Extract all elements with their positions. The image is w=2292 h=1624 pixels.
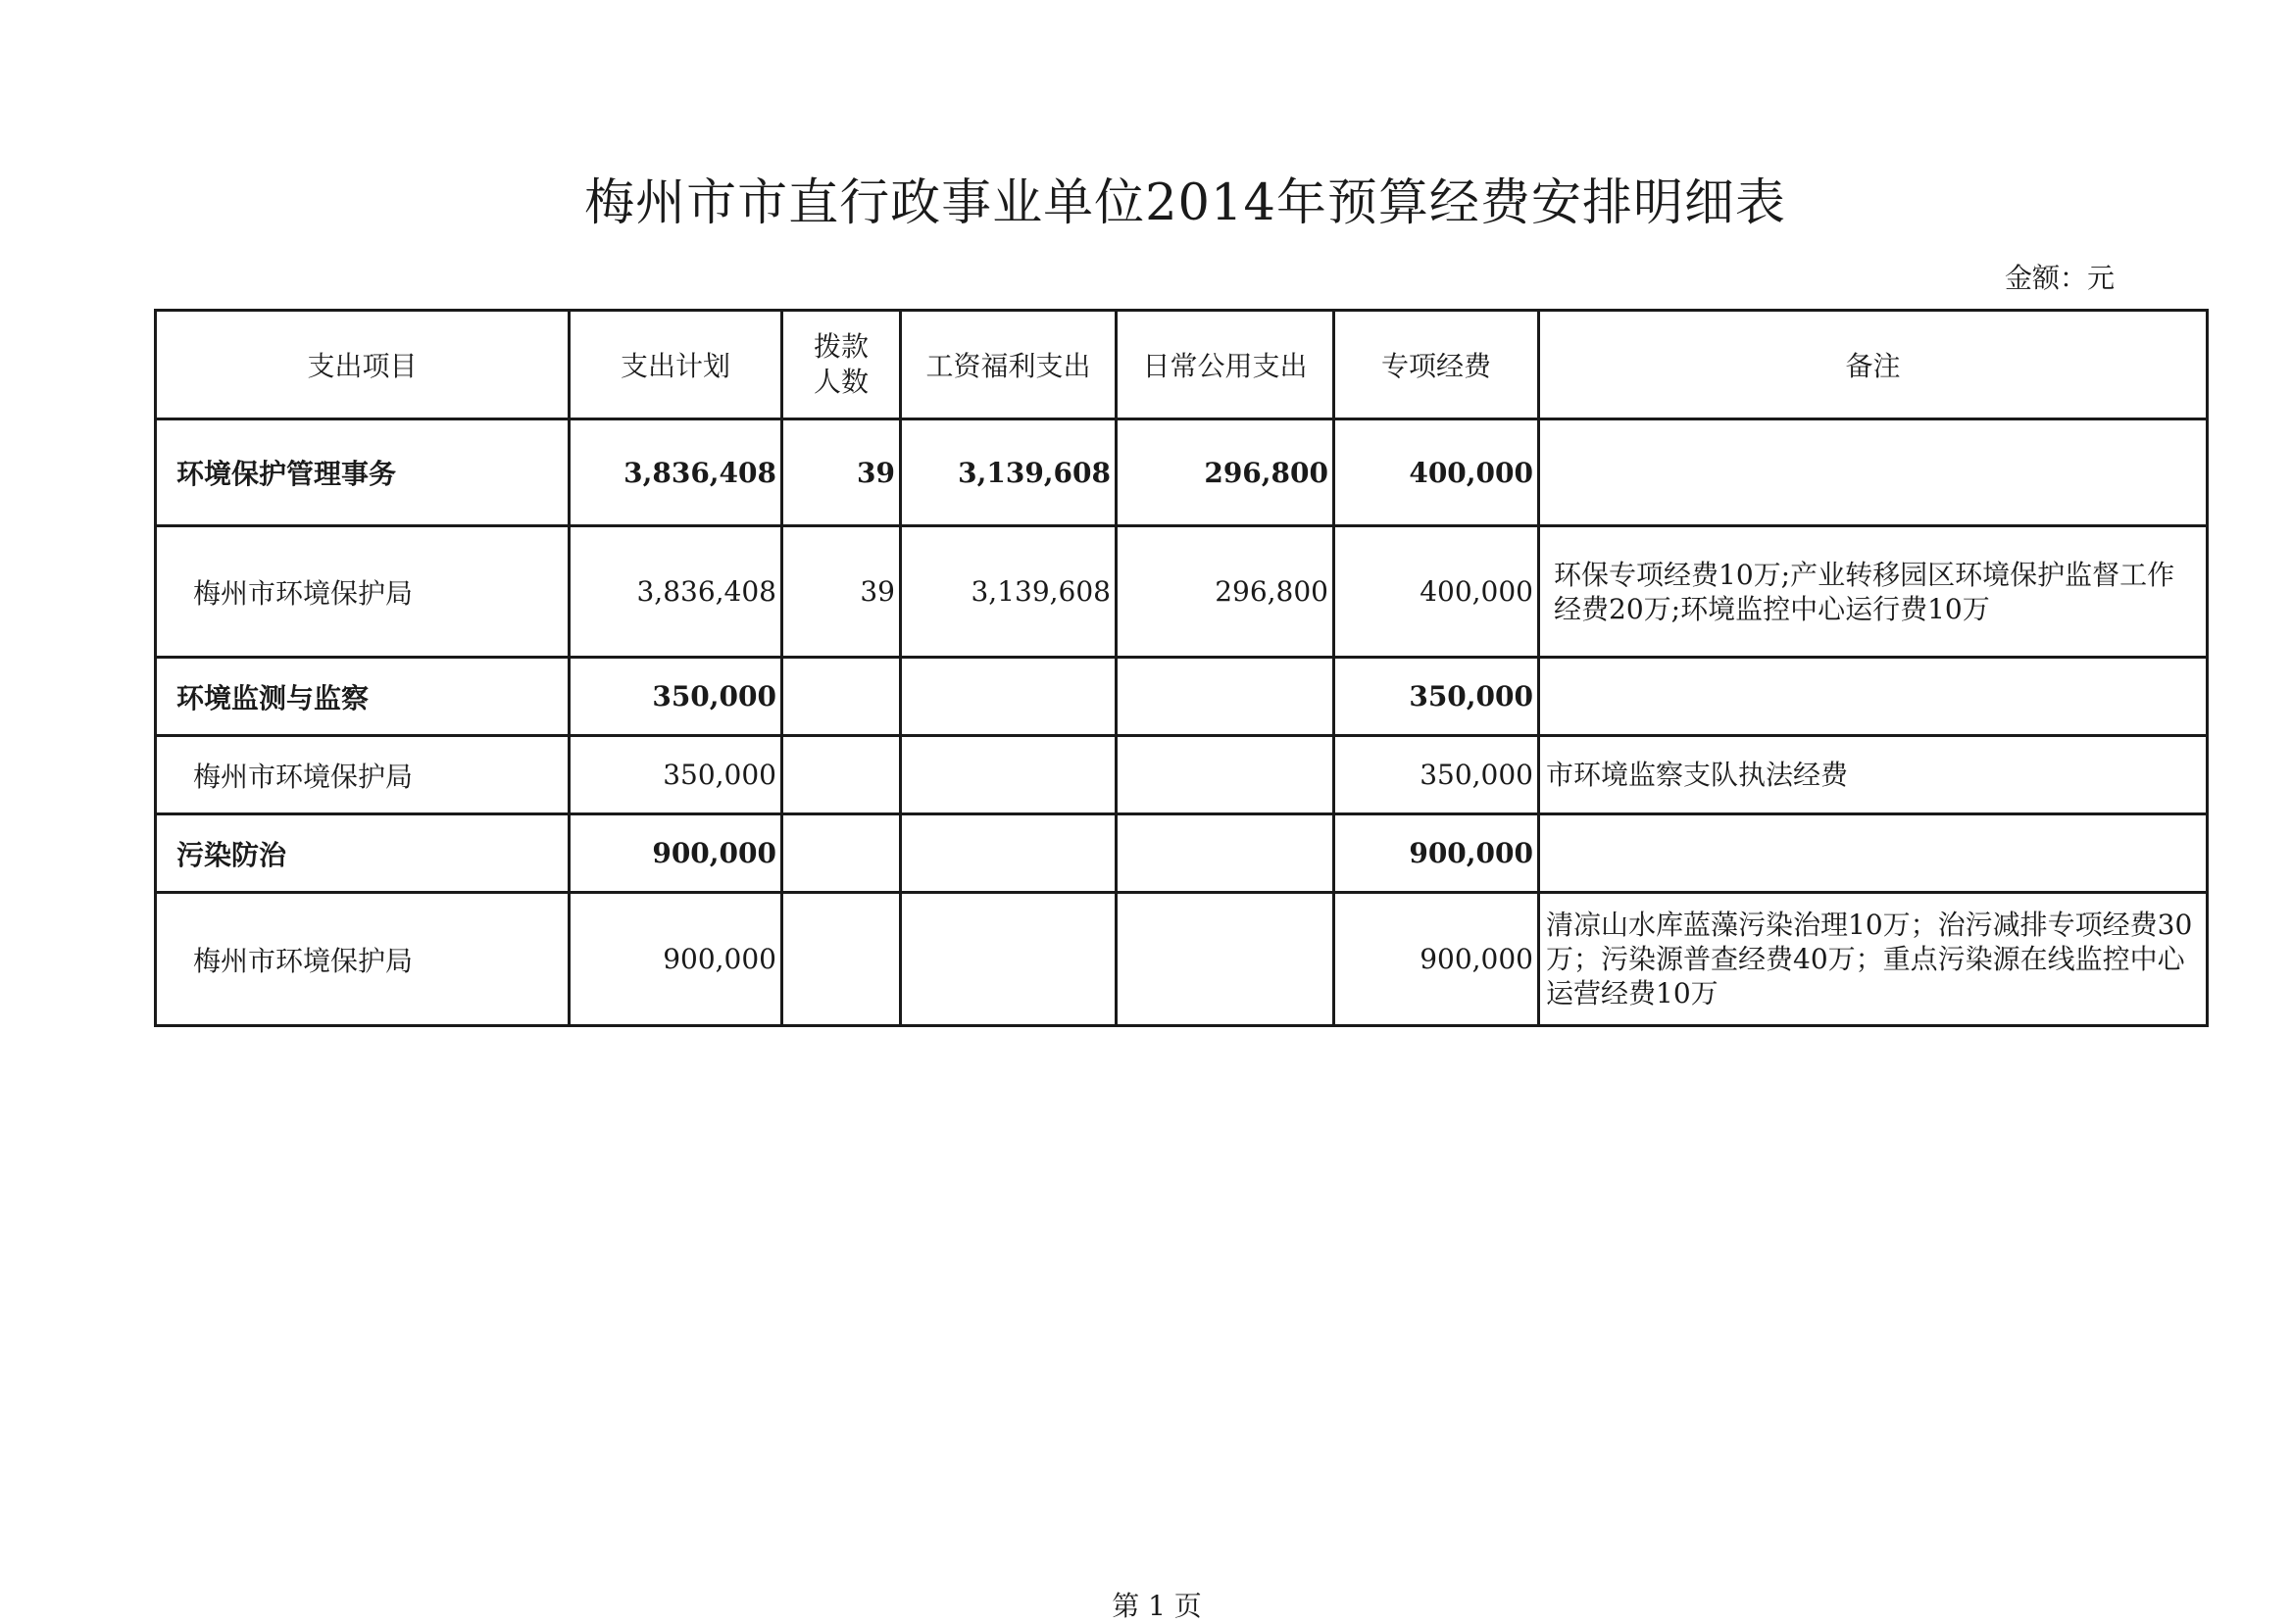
plan-cell: 900,000 [570, 893, 782, 1026]
staff-cell [782, 893, 901, 1026]
salary-cell [901, 814, 1117, 893]
special-cell: 400,000 [1334, 419, 1539, 526]
staff-cell: 39 [782, 526, 901, 658]
table-row [156, 736, 2208, 814]
special-cell: 350,000 [1334, 736, 1539, 814]
page-number: 第 1 页 [1112, 1590, 1202, 1622]
special-cell: 900,000 [1334, 814, 1539, 893]
daily-cell: 296,800 [1117, 526, 1334, 658]
item-cell: 梅州市环境保护局 [156, 893, 570, 1026]
item-cell: 梅州市环境保护局 [156, 736, 570, 814]
staff-cell [782, 658, 901, 736]
daily-cell [1117, 658, 1334, 736]
item-cell: 污染防治 [156, 814, 570, 893]
item-cell: 环境监测与监察 [156, 658, 570, 736]
plan-cell: 900,000 [570, 814, 782, 893]
staff-cell: 39 [782, 419, 901, 526]
note-cell [1539, 658, 2208, 736]
header-cell: 支出计划 [570, 311, 782, 419]
special-cell: 400,000 [1334, 526, 1539, 658]
header-cell: 支出项目 [156, 311, 570, 419]
item-cell: 梅州市环境保护局 [156, 526, 570, 658]
table-row [156, 893, 2208, 1026]
daily-cell [1117, 814, 1334, 893]
table-header-row [156, 311, 2208, 419]
salary-cell [901, 658, 1117, 736]
plan-cell: 350,000 [570, 736, 782, 814]
note-cell: 环保专项经费10万;产业转移园区环境保护监督工作经费20万;环境监控中心运行费10万 [1539, 526, 2208, 658]
note-cell [1539, 419, 2208, 526]
note-cell [1539, 814, 2208, 893]
header-cell: 工资福利支出 [901, 311, 1117, 419]
staff-cell [782, 736, 901, 814]
salary-cell [901, 893, 1117, 1026]
plan-cell: 3,836,408 [570, 526, 782, 658]
header-cell: 日常公用支出 [1117, 311, 1334, 419]
header-cell: 拨款 人数 [782, 311, 901, 419]
salary-cell: 3,139,608 [901, 419, 1117, 526]
daily-cell [1117, 736, 1334, 814]
daily-cell [1117, 893, 1334, 1026]
table-row [156, 419, 2208, 526]
table-row [156, 526, 2208, 658]
staff-cell [782, 814, 901, 893]
header-cell: 备注 [1539, 311, 2208, 419]
daily-cell: 296,800 [1117, 419, 1334, 526]
plan-cell: 350,000 [570, 658, 782, 736]
budget-table [154, 309, 2209, 1027]
header-cell: 专项经费 [1334, 311, 1539, 419]
special-cell: 350,000 [1334, 658, 1539, 736]
note-cell: 市环境监察支队执法经费 [1539, 736, 2208, 814]
unit-label: 金额：元 [2005, 262, 2116, 294]
special-cell: 900,000 [1334, 893, 1539, 1026]
salary-cell: 3,139,608 [901, 526, 1117, 658]
salary-cell [901, 736, 1117, 814]
item-cell: 环境保护管理事务 [156, 419, 570, 526]
page-title: 梅州市市直行政事业单位2014年预算经费安排明细表 [584, 174, 1786, 232]
note-cell: 清凉山水库蓝藻污染治理10万；治污减排专项经费30万；污染源普查经费40万；重点污染源在线监控中心运营经费10万 [1539, 893, 2208, 1026]
table-row [156, 814, 2208, 893]
plan-cell: 3,836,408 [570, 419, 782, 526]
table-row [156, 658, 2208, 736]
